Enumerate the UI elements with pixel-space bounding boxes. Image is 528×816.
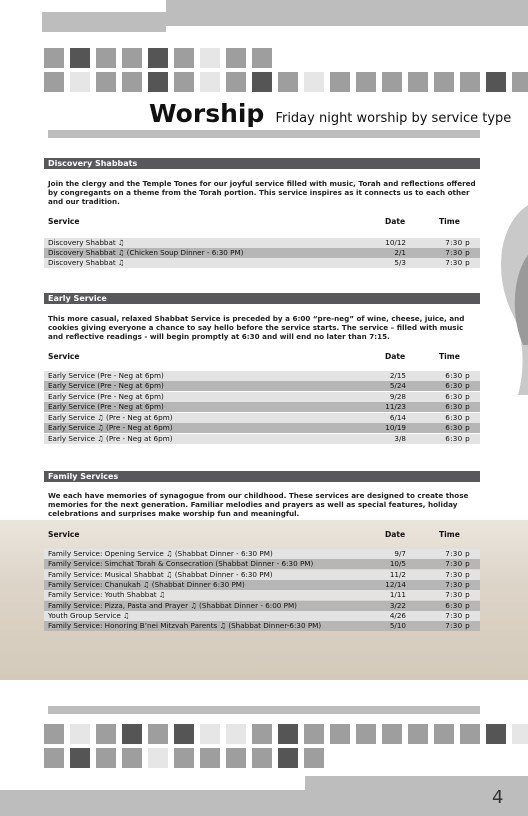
decorative-square — [226, 72, 246, 92]
decorative-square — [434, 72, 454, 92]
decorative-square — [200, 724, 220, 744]
time-cell: 6:30 p — [445, 371, 470, 380]
date-cell: 1/11 — [389, 590, 406, 599]
col-service-header: Service — [48, 217, 80, 226]
table-row — [44, 402, 480, 412]
decorative-square — [200, 72, 220, 92]
service-cell: Early Service (Pre - Neg at 6pm) — [48, 402, 164, 411]
table-row — [44, 601, 480, 611]
section-title: Family Services — [48, 472, 119, 481]
section-intro: We each have memories of synagogue from our childhood. These services are designed to create those memories for the next generation. Familiar melodies and prayers as well as special features, holiday celebrations and surprises make worship fun and meaningful. — [48, 491, 469, 518]
table-row — [44, 238, 480, 248]
service-cell: Discovery Shabbat ♫ — [48, 238, 125, 247]
top-band-left — [42, 12, 166, 32]
time-cell: 7:30 p — [445, 248, 470, 257]
table-row — [44, 258, 480, 268]
service-cell: Family Service: Honoring B’nei Mitzvah Parents ♫ (Shabbat Dinner-6:30 PM) — [48, 621, 322, 630]
section-title: Discovery Shabbats — [48, 159, 138, 168]
decorative-square — [512, 72, 528, 92]
section-header-early — [44, 293, 480, 304]
table-row — [44, 371, 480, 381]
date-cell: 11/23 — [385, 402, 406, 411]
time-cell: 6:30 p — [445, 392, 470, 401]
decorative-square — [408, 72, 428, 92]
decorative-square — [174, 72, 194, 92]
table-row — [44, 580, 480, 590]
section-header-discovery — [44, 158, 480, 169]
date-cell: 10/12 — [385, 238, 406, 247]
table-row — [44, 434, 480, 444]
decorative-square — [44, 48, 64, 68]
col-service-header: Service — [48, 530, 80, 539]
time-cell: 7:30 p — [445, 621, 470, 630]
decorative-square — [174, 48, 194, 68]
decorative-square — [226, 724, 246, 744]
table-row — [44, 549, 480, 559]
decorative-square — [200, 48, 220, 68]
service-cell: Early Service ♫ (Pre - Neg at 6pm) — [48, 413, 173, 422]
decorative-square — [148, 72, 168, 92]
decorative-square — [486, 724, 506, 744]
date-cell: 9/7 — [394, 549, 406, 558]
date-cell: 3/22 — [389, 601, 406, 610]
decorative-square — [330, 72, 350, 92]
decorative-square — [460, 724, 480, 744]
section-intro: Join the clergy and the Temple Tones for our joyful service filled with music, Torah and reflections offered by congregants on a theme from the Torah portion. This service inspires as it connects us to each other and our tradition. — [48, 179, 476, 206]
time-cell: 7:30 p — [445, 258, 470, 267]
decorative-square — [70, 748, 90, 768]
decorative-square — [460, 72, 480, 92]
service-cell: Discovery Shabbat ♫ — [48, 258, 125, 267]
time-cell: 7:30 p — [445, 611, 470, 620]
decorative-square — [96, 748, 116, 768]
swoosh-decoration — [488, 195, 528, 415]
decorative-square — [486, 72, 506, 92]
sanctuary-photo-background — [0, 520, 528, 680]
service-cell: Early Service (Pre - Neg at 6pm) — [48, 371, 164, 380]
date-cell: 5/24 — [389, 381, 406, 390]
decorative-square — [512, 724, 528, 744]
decorative-square — [408, 724, 428, 744]
table-row — [44, 392, 480, 402]
decorative-square — [330, 724, 350, 744]
page-number: 4 — [492, 787, 504, 808]
table-row — [44, 590, 480, 600]
date-cell: 2/15 — [389, 371, 406, 380]
decorative-square — [96, 72, 116, 92]
time-cell: 7:30 p — [445, 580, 470, 589]
service-cell: Family Service: Youth Shabbat ♫ — [48, 590, 166, 599]
decorative-square — [200, 748, 220, 768]
col-date-header: Date — [385, 217, 406, 226]
col-time-header: Time — [439, 530, 460, 539]
date-cell: 5/3 — [394, 258, 406, 267]
decorative-square — [252, 724, 272, 744]
col-date-header: Date — [385, 352, 406, 361]
time-cell: 7:30 p — [445, 549, 470, 558]
service-cell: Family Service: Chanukah ♫ (Shabbat Dinner 6:30 PM) — [48, 580, 245, 589]
table-row — [44, 413, 480, 423]
time-cell: 6:30 p — [445, 381, 470, 390]
table-row — [44, 611, 480, 621]
decorative-square — [122, 748, 142, 768]
decorative-square — [70, 724, 90, 744]
col-time-header: Time — [439, 352, 460, 361]
service-cell: Family Service: Simchat Torah & Consecration (Shabbat Dinner - 6:30 PM) — [48, 559, 314, 568]
col-service-header: Service — [48, 352, 80, 361]
service-cell: Early Service ♫ (Pre - Neg at 6pm) — [48, 423, 173, 432]
service-cell: Early Service (Pre - Neg at 6pm) — [48, 381, 164, 390]
date-cell: 9/28 — [389, 392, 406, 401]
decorative-square — [252, 48, 272, 68]
date-cell: 3/8 — [394, 434, 406, 443]
section-intro: This more casual, relaxed Shabbat Service is preceded by a 6:00 “pre-neg” of wine, cheese, juice, and cookies giving everyone a chance to say hello before the service starts. The service – filled with music and reflective readings - will begin promptly at 6:30 and will end no later than 7:15. — [48, 314, 465, 341]
decorative-square — [122, 48, 142, 68]
time-cell: 6:30 p — [445, 402, 470, 411]
decorative-square — [278, 748, 298, 768]
decorative-square — [304, 724, 324, 744]
service-cell: Youth Group Service ♫ — [48, 611, 130, 620]
service-cell: Early Service (Pre - Neg at 6pm) — [48, 392, 164, 401]
decorative-square — [44, 72, 64, 92]
decorative-square — [304, 72, 324, 92]
decorative-square — [122, 724, 142, 744]
decorative-square — [356, 724, 376, 744]
page-subtitle: Friday night worship by service type — [275, 111, 512, 126]
table-row — [44, 621, 480, 631]
date-cell: 10/5 — [389, 559, 406, 568]
decorative-square — [226, 748, 246, 768]
time-cell: 7:30 p — [445, 590, 470, 599]
decorative-square — [434, 724, 454, 744]
section-title: Early Service — [48, 294, 107, 303]
decorative-square — [252, 72, 272, 92]
decorative-square — [382, 72, 402, 92]
service-cell: Family Service: Musical Shabbat ♫ (Shabbat Dinner - 6:30 PM) — [48, 570, 273, 579]
service-cell: Early Service ♫ (Pre - Neg at 6pm) — [48, 434, 173, 443]
time-cell: 7:30 p — [445, 570, 470, 579]
decorative-square — [174, 724, 194, 744]
table-row — [44, 381, 480, 391]
date-cell: 2/1 — [394, 248, 406, 257]
decorative-square — [382, 724, 402, 744]
decorative-square — [96, 48, 116, 68]
decorative-square — [96, 724, 116, 744]
service-cell: Family Service: Pizza, Pasta and Prayer ♫ (Shabbat Dinner - 6:00 PM) — [48, 601, 297, 610]
page-heading — [149, 99, 511, 128]
col-date-header: Date — [385, 530, 406, 539]
date-cell: 11/2 — [389, 570, 406, 579]
table-row — [44, 570, 480, 580]
decorative-square — [70, 72, 90, 92]
decorative-square — [356, 72, 376, 92]
table-row — [44, 559, 480, 569]
decorative-square — [304, 748, 324, 768]
section-header-family — [44, 471, 480, 482]
bottom-band-upper — [48, 706, 480, 714]
decorative-square — [44, 748, 64, 768]
time-cell: 7:30 p — [445, 559, 470, 568]
decorative-square — [148, 748, 168, 768]
time-cell: 6:30 p — [445, 434, 470, 443]
service-cell: Discovery Shabbat ♫ (Chicken Soup Dinner - 6:30 PM) — [48, 248, 244, 257]
time-cell: 6:30 p — [445, 413, 470, 422]
decorative-square — [148, 724, 168, 744]
date-cell: 12/14 — [385, 580, 406, 589]
top-band-right — [166, 0, 528, 26]
table-row — [44, 423, 480, 433]
service-cell: Family Service: Opening Service ♫ (Shabbat Dinner - 6:30 PM) — [48, 549, 273, 558]
decorative-square — [278, 724, 298, 744]
decorative-square — [252, 748, 272, 768]
table-row — [44, 248, 480, 258]
time-cell: 6:30 p — [445, 423, 470, 432]
header-rule — [48, 130, 480, 138]
time-cell: 7:30 p — [445, 238, 470, 247]
bottom-band-left — [0, 790, 305, 816]
date-cell: 4/26 — [389, 611, 406, 620]
decorative-square — [226, 48, 246, 68]
col-time-header: Time — [439, 217, 460, 226]
date-cell: 6/14 — [389, 413, 406, 422]
decorative-square — [174, 748, 194, 768]
decorative-square — [122, 72, 142, 92]
time-cell: 6:30 p — [445, 601, 470, 610]
decorative-square — [278, 72, 298, 92]
decorative-square — [44, 724, 64, 744]
decorative-square — [148, 48, 168, 68]
date-cell: 5/10 — [389, 621, 406, 630]
decorative-square — [70, 48, 90, 68]
page-title: Worship — [149, 99, 265, 128]
date-cell: 10/19 — [385, 423, 406, 432]
